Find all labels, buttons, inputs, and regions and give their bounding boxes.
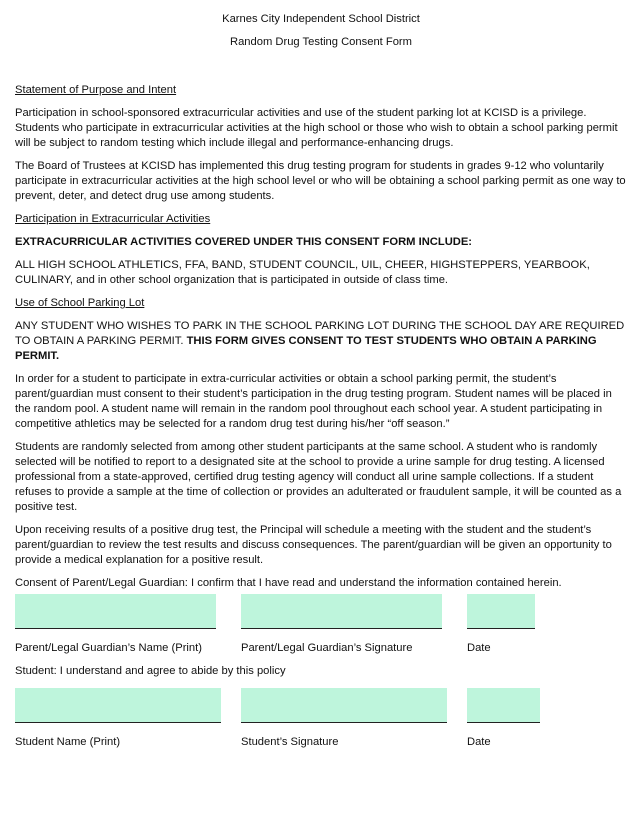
parking-requirement <box>15 319 627 364</box>
district-name: Karnes City Independent School District <box>222 13 420 25</box>
guardian-signature-label: Parent/Legal Guardian’s Signature <box>241 642 413 654</box>
covered-activities-heading: EXTRACURRICULAR ACTIVITIES COVERED UNDER THIS CONSENT FORM INCLUDE: <box>15 236 473 248</box>
covered-activities-list: ALL HIGH SCHOOL ATHLETICS, FFA, BAND, STUDENT COUNCIL, UIL, CHEER, HIGHSTEPPERS, YEARBOOK, CULINARY, and in other school organization that is participated in outside of class time. <box>15 259 590 286</box>
consent-form-page <box>15 12 627 591</box>
guardian-date-field[interactable] <box>467 594 535 629</box>
guardian-signature-field[interactable] <box>241 594 442 629</box>
purpose-heading: Statement of Purpose and Intent <box>15 84 177 96</box>
parking-heading: Use of School Parking Lot <box>15 297 145 309</box>
guardian-name-field[interactable] <box>15 594 216 629</box>
extracurricular-heading: Participation in Extracurricular Activities <box>15 213 211 225</box>
positive-results-paragraph: Upon receiving results of a positive drug test, the Principal will schedule a meeting with the student and the student’s parent/guardian to review the test results and discuss consequences. The parent/guardian will be given an opportunity to provide a medical explanation for a positive result. <box>15 524 612 566</box>
guardian-date-label: Date <box>467 642 491 654</box>
purpose-paragraph-2: The Board of Trustees at KCISD has implemented this drug testing program for students in grades 9-12 who voluntarily participate in extracurricular activities at the high school level or who will be obtaining a school parking permit as one way to prevent, deter, and detect drug use among students. <box>15 160 626 202</box>
student-date-label: Date <box>467 736 491 748</box>
guardian-name-label: Parent/Legal Guardian’s Name (Print) <box>15 642 202 654</box>
student-statement: Student: I understand and agree to abide by this policy <box>15 665 286 677</box>
purpose-paragraph-1: Participation in school-sponsored extracurricular activities and use of the student parking lot at KCISD is a privilege. Students who participate in extracurricular activities at the high school or those who wish to obtain a school parking permit will be subject to random testing which include illegal and performance-enhancing drugs. <box>15 107 618 149</box>
student-signature-field[interactable] <box>241 688 447 723</box>
form-title: Random Drug Testing Consent Form <box>230 36 412 48</box>
student-name-field[interactable] <box>15 688 221 723</box>
guardian-consent-line: Consent of Parent/Legal Guardian: I confirm that I have read and understand the information contained herein. <box>15 577 562 589</box>
student-signature-label: Student’s Signature <box>241 736 339 748</box>
random-pool-paragraph: In order for a student to participate in extra-curricular activities or obtain a school parking permit, the student’s parent/guardian must consent to their student’s participation in the drug testing program. Student names will be placed in the random pool. A student name will remain in the random pool throughout each school year. A student participating in competitive athletics may be selected for a random drug test during his/her “off season.” <box>15 373 612 430</box>
parking-requirement-text: ANY STUDENT WHO WISHES TO PARK IN THE SCHOOL PARKING LOT DURING THE SCHOOL DAY ARE REQUIRED TO OBTAIN A PARKING PERMIT. <box>15 320 625 347</box>
parking-consent-bold: THIS FORM GIVES CONSENT TO TEST STUDENTS WHO OBTAIN A PARKING PERMIT. <box>15 335 597 362</box>
student-date-field[interactable] <box>467 688 540 723</box>
student-name-label: Student Name (Print) <box>15 736 121 748</box>
random-selection-paragraph: Students are randomly selected from among other student participants at the same school. A student who is randomly selected will be notified to report to a designated site at the school to provide a urine sample for drug testing. A licensed professional from a state-approved, certified drug testing agency will conduct all urine sample collections. If a student refuses to provide a sample at the time of collection or provides an adulterated or fraudulent sample, it will be counted as a positive test. <box>15 441 622 513</box>
